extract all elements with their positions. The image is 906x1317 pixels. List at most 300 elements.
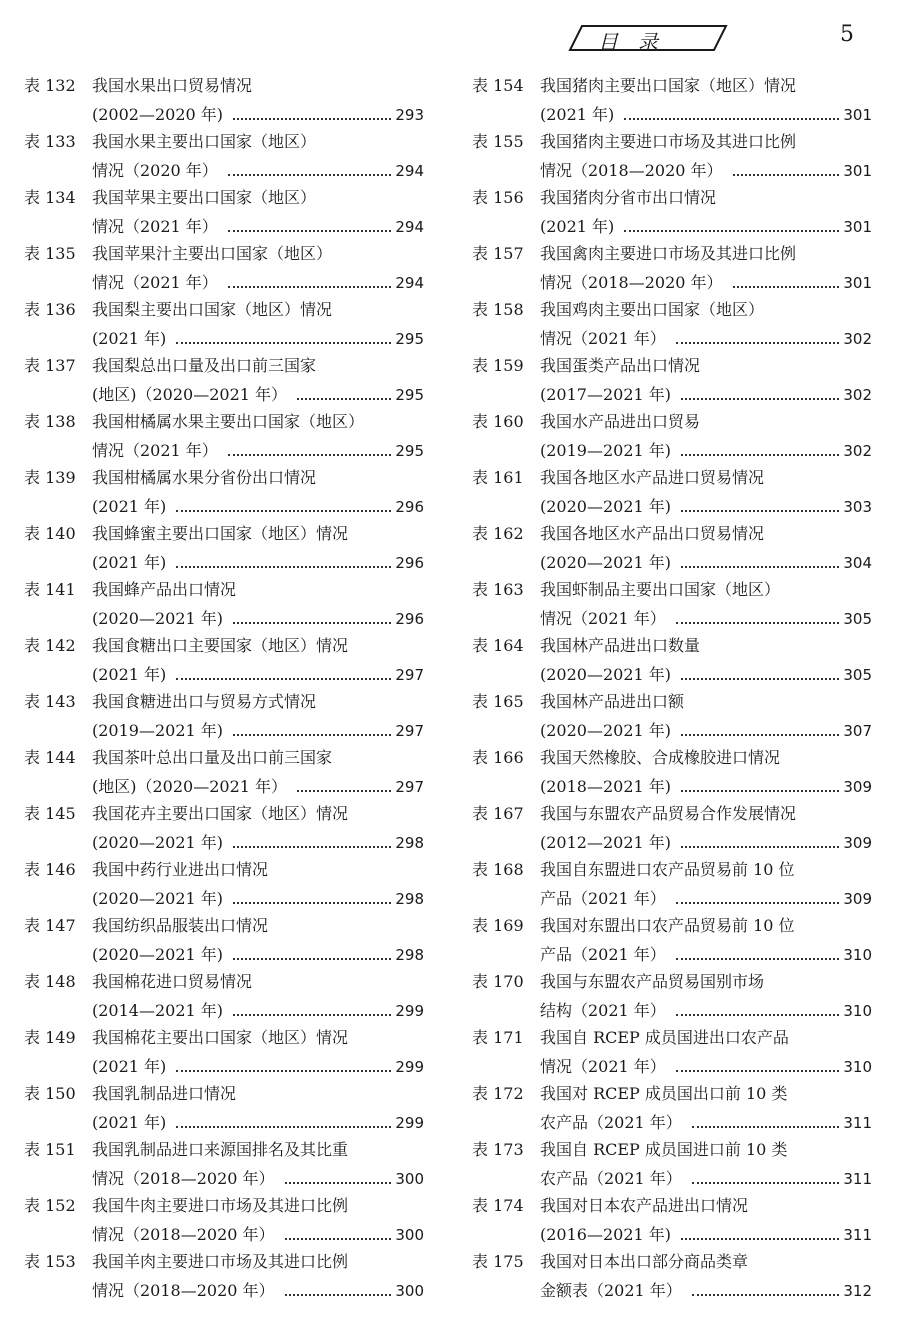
table-number-label: 表 153 <box>24 1252 76 1271</box>
page-reference[interactable]: 296 <box>395 498 424 516</box>
toc-entry[interactable] <box>24 1136 424 1192</box>
dot-leader <box>228 156 392 176</box>
dot-leader <box>733 156 840 176</box>
page-reference[interactable]: 298 <box>395 890 424 908</box>
toc-entry-sub-line <box>540 380 872 408</box>
page-reference[interactable]: 310 <box>843 946 872 964</box>
table-title: 我国花卉主要出口国家（地区）情况 <box>92 804 349 823</box>
toc-entry-sub-line <box>540 1276 872 1304</box>
toc-entry[interactable] <box>24 296 424 352</box>
table-number-label: 表 133 <box>24 132 76 151</box>
page-reference[interactable]: 298 <box>395 946 424 964</box>
toc-entry-title-line <box>24 1248 348 1276</box>
table-number-label: 表 138 <box>24 412 76 431</box>
toc-entry-sub-line <box>540 660 872 688</box>
toc-entry-title-line <box>24 688 316 716</box>
table-number-label: 表 137 <box>24 356 76 375</box>
toc-entry-title-line <box>24 240 332 268</box>
toc-entry[interactable] <box>472 800 872 856</box>
dot-leader <box>681 548 839 568</box>
page-reference[interactable]: 310 <box>843 1058 872 1076</box>
table-number-label: 表 156 <box>472 188 524 207</box>
toc-entry[interactable] <box>472 184 872 240</box>
toc-entry-sub-line <box>540 604 872 632</box>
toc-entry-sub-line <box>92 828 424 856</box>
page-reference[interactable]: 311 <box>843 1170 872 1188</box>
table-subtitle: 情况（2021 年） <box>540 609 666 628</box>
table-number-label: 表 135 <box>24 244 76 263</box>
page-reference[interactable]: 309 <box>843 778 872 796</box>
page-reference[interactable]: 305 <box>843 610 872 628</box>
table-subtitle: (2019—2021 年) <box>540 441 672 460</box>
toc-entry[interactable] <box>472 1024 872 1080</box>
page-reference[interactable]: 295 <box>395 386 424 404</box>
table-number-label: 表 159 <box>472 356 524 375</box>
toc-entry-sub-line <box>540 940 872 968</box>
table-number-label: 表 132 <box>24 76 76 95</box>
dot-leader <box>176 1052 391 1072</box>
dot-leader <box>233 604 391 624</box>
table-title: 我国棉花主要出口国家（地区）情况 <box>92 1028 349 1047</box>
toc-entry-sub-line <box>540 884 872 912</box>
toc-entry-title-line <box>24 856 268 884</box>
table-subtitle: 结构（2021 年） <box>540 1001 666 1020</box>
header-title-box <box>568 24 818 54</box>
page-reference[interactable]: 310 <box>843 1002 872 1020</box>
toc-entry-sub-line <box>92 884 424 912</box>
page-reference[interactable]: 293 <box>395 106 424 124</box>
table-title: 我国柑橘属水果主要出口国家（地区） <box>92 412 365 431</box>
table-title: 我国与东盟农产品贸易国别市场 <box>540 972 765 991</box>
dot-leader <box>676 884 840 904</box>
table-title: 我国对 RCEP 成员国出口前 10 类 <box>540 1084 788 1103</box>
toc-entry[interactable] <box>24 688 424 744</box>
table-number-label: 表 143 <box>24 692 76 711</box>
page-reference[interactable]: 296 <box>395 554 424 572</box>
toc-entry-sub-line <box>540 548 872 576</box>
toc-entry-sub-line <box>540 324 872 352</box>
dot-leader <box>228 212 392 232</box>
toc-entry[interactable] <box>24 72 424 128</box>
toc-entry[interactable] <box>24 464 424 520</box>
page-reference[interactable]: 302 <box>843 330 872 348</box>
toc-entry-sub-line <box>540 772 872 800</box>
toc-entry[interactable] <box>24 520 424 576</box>
toc-entry-title-line <box>472 184 716 212</box>
table-subtitle: 产品（2021 年） <box>540 945 666 964</box>
page-reference[interactable]: 302 <box>843 386 872 404</box>
table-subtitle: (2021 年) <box>540 105 615 124</box>
page-reference[interactable]: 301 <box>843 274 872 292</box>
dot-leader <box>733 268 840 288</box>
page-reference[interactable]: 294 <box>395 218 424 236</box>
table-number-label: 表 165 <box>472 692 524 711</box>
page-reference[interactable]: 295 <box>395 442 424 460</box>
page-reference[interactable]: 311 <box>843 1226 872 1244</box>
table-number-label: 表 142 <box>24 636 76 655</box>
table-subtitle: (2020—2021 年) <box>540 665 672 684</box>
table-number-label: 表 150 <box>24 1084 76 1103</box>
table-title: 我国水果出口贸易情况 <box>92 76 253 95</box>
page-reference[interactable]: 311 <box>843 1114 872 1132</box>
table-subtitle: 情况（2021 年） <box>92 217 218 236</box>
table-number-label: 表 141 <box>24 580 76 599</box>
dot-leader <box>285 1276 392 1296</box>
toc-entry[interactable] <box>24 632 424 688</box>
table-number-label: 表 140 <box>24 524 76 543</box>
toc-entry[interactable] <box>472 128 872 184</box>
toc-left-column <box>24 72 424 1304</box>
table-title: 我国棉花进口贸易情况 <box>92 972 253 991</box>
toc-entry-sub-line <box>92 548 424 576</box>
toc-entry-sub-line <box>92 1220 424 1248</box>
table-subtitle: (2020—2021 年) <box>92 609 224 628</box>
page-reference[interactable]: 300 <box>395 1282 424 1300</box>
table-title: 我国蜂产品出口情况 <box>92 580 237 599</box>
table-number-label: 表 144 <box>24 748 76 767</box>
table-subtitle: (2021 年) <box>92 1113 167 1132</box>
toc-entry-sub-line <box>540 828 872 856</box>
toc-entry-title-line <box>472 856 795 884</box>
table-number-label: 表 163 <box>472 580 524 599</box>
toc-entry-title-line <box>472 128 796 156</box>
toc-entry-title-line <box>472 688 684 716</box>
table-number-label: 表 155 <box>472 132 524 151</box>
table-title: 我国食糖进出口与贸易方式情况 <box>92 692 317 711</box>
toc-entry[interactable] <box>24 352 424 408</box>
table-number-label: 表 157 <box>472 244 524 263</box>
table-subtitle: (2020—2021 年) <box>540 721 672 740</box>
table-title: 我国自 RCEP 成员国进出口农产品 <box>540 1028 789 1047</box>
dot-leader <box>285 1164 392 1184</box>
dot-leader <box>676 604 840 624</box>
toc-entry[interactable] <box>472 688 872 744</box>
toc-entry-title-line <box>472 296 764 324</box>
table-subtitle: (2020—2021 年) <box>92 833 224 852</box>
table-subtitle: (2021 年) <box>540 217 615 236</box>
toc-entry-title-line <box>24 1136 348 1164</box>
toc-entry-title-line <box>472 800 796 828</box>
toc-entry-title-line <box>24 576 236 604</box>
table-title: 我国苹果主要出口国家（地区） <box>92 188 317 207</box>
toc-entry-title-line <box>24 968 252 996</box>
toc-entry[interactable] <box>24 744 424 800</box>
table-subtitle: (地区)（2020—2021 年） <box>92 385 288 404</box>
table-subtitle: (2018—2021 年) <box>540 777 672 796</box>
toc-entry-sub-line <box>540 212 872 240</box>
table-title: 我国自 RCEP 成员国进口前 10 类 <box>540 1140 788 1159</box>
toc-entry-title-line <box>24 352 316 380</box>
toc-entry-sub-line <box>92 324 424 352</box>
dot-leader <box>176 1108 391 1128</box>
dot-leader <box>624 100 839 120</box>
dot-leader <box>233 940 391 960</box>
table-subtitle: (2012—2021 年) <box>540 833 672 852</box>
dot-leader <box>676 996 840 1016</box>
toc-entry-title-line <box>472 1248 748 1276</box>
table-number-label: 表 167 <box>472 804 524 823</box>
page-reference[interactable]: 297 <box>395 666 424 684</box>
toc-entry-sub-line <box>92 1108 424 1136</box>
table-number-label: 表 168 <box>472 860 524 879</box>
dot-leader <box>681 772 839 792</box>
toc-entry-sub-line <box>540 1164 872 1192</box>
table-title: 我国与东盟农产品贸易合作发展情况 <box>540 804 797 823</box>
page-reference[interactable]: 309 <box>843 834 872 852</box>
toc-entry-title-line <box>24 128 316 156</box>
dot-leader <box>233 828 391 848</box>
table-number-label: 表 170 <box>472 972 524 991</box>
toc-entry-sub-line <box>92 716 424 744</box>
page-reference[interactable]: 299 <box>395 1002 424 1020</box>
table-title: 我国蛋类产品出口情况 <box>540 356 701 375</box>
page-reference[interactable]: 301 <box>843 106 872 124</box>
table-number-label: 表 166 <box>472 748 524 767</box>
toc-entry-title-line <box>24 1024 348 1052</box>
table-title: 我国水产品进出口贸易 <box>540 412 701 431</box>
page-reference[interactable]: 294 <box>395 162 424 180</box>
toc-entry-title-line <box>472 240 796 268</box>
toc-entry[interactable] <box>472 856 872 912</box>
page-reference[interactable]: 301 <box>843 162 872 180</box>
table-title: 我国乳制品进口情况 <box>92 1084 237 1103</box>
toc-entry[interactable] <box>24 1080 424 1136</box>
table-subtitle: (2020—2021 年) <box>92 945 224 964</box>
table-subtitle: 情况（2018—2020 年） <box>540 161 723 180</box>
toc-entry-title-line <box>24 1080 236 1108</box>
toc-entry[interactable] <box>472 1080 872 1136</box>
toc-entry-sub-line <box>92 492 424 520</box>
dot-leader <box>676 940 840 960</box>
table-number-label: 表 134 <box>24 188 76 207</box>
toc-entry[interactable] <box>472 1192 872 1248</box>
toc-entry[interactable] <box>472 744 872 800</box>
toc-entry-title-line <box>24 72 252 100</box>
table-title: 我国乳制品进口来源国排名及其比重 <box>92 1140 349 1159</box>
table-title: 我国对东盟出口农产品贸易前 10 位 <box>540 916 795 935</box>
toc-entry[interactable] <box>24 1248 424 1304</box>
toc-entry[interactable] <box>472 632 872 688</box>
page-reference[interactable]: 309 <box>843 890 872 908</box>
toc-entry-title-line <box>472 464 764 492</box>
table-subtitle: (2019—2021 年) <box>92 721 224 740</box>
toc-entry-sub-line <box>92 436 424 464</box>
table-number-label: 表 145 <box>24 804 76 823</box>
table-title: 我国柑橘属水果分省份出口情况 <box>92 468 317 487</box>
dot-leader <box>228 268 392 288</box>
table-subtitle: 情况（2018—2020 年） <box>92 1169 275 1188</box>
dot-leader <box>681 492 839 512</box>
toc-entry[interactable] <box>472 1248 872 1304</box>
dot-leader <box>681 716 839 736</box>
toc-entry[interactable] <box>472 1136 872 1192</box>
toc-entry[interactable] <box>24 1024 424 1080</box>
toc-entry[interactable] <box>24 856 424 912</box>
toc-entry-title-line <box>472 1080 787 1108</box>
page-reference[interactable]: 301 <box>843 218 872 236</box>
toc-entry-title-line <box>24 1192 348 1220</box>
toc-entry-sub-line <box>92 604 424 632</box>
dot-leader <box>681 436 839 456</box>
toc-entry[interactable] <box>472 968 872 1024</box>
table-title: 我国自东盟进口农产品贸易前 10 位 <box>540 860 795 879</box>
table-subtitle: 情况（2021 年） <box>92 273 218 292</box>
toc-entry-title-line <box>24 912 268 940</box>
toc-entry-sub-line <box>92 772 424 800</box>
table-title: 我国林产品进出口额 <box>540 692 685 711</box>
page-header <box>560 18 890 58</box>
toc-entry[interactable] <box>472 464 872 520</box>
toc-entry[interactable] <box>24 1192 424 1248</box>
table-subtitle: (2014—2021 年) <box>92 1001 224 1020</box>
page-reference[interactable]: 300 <box>395 1226 424 1244</box>
toc-entry[interactable] <box>472 72 872 128</box>
table-title: 我国禽肉主要进口市场及其进口比例 <box>540 244 797 263</box>
table-number-label: 表 175 <box>472 1252 524 1271</box>
toc-entry-sub-line <box>540 436 872 464</box>
table-subtitle: 农产品（2021 年） <box>540 1169 682 1188</box>
dot-leader <box>233 100 391 120</box>
page-reference[interactable]: 300 <box>395 1170 424 1188</box>
table-title: 我国天然橡胶、合成橡胶进口情况 <box>540 748 781 767</box>
toc-entry-sub-line <box>92 996 424 1024</box>
toc-entry-title-line <box>24 464 316 492</box>
page-reference[interactable]: 299 <box>395 1058 424 1076</box>
table-subtitle: 金额表（2021 年） <box>540 1281 682 1300</box>
page-reference[interactable]: 294 <box>395 274 424 292</box>
toc-entry-sub-line <box>92 660 424 688</box>
table-number-label: 表 136 <box>24 300 76 319</box>
toc-entry-title-line <box>472 912 795 940</box>
table-title: 我国鸡肉主要出口国家（地区） <box>540 300 765 319</box>
table-number-label: 表 164 <box>472 636 524 655</box>
dot-leader <box>692 1164 840 1184</box>
toc-entry-title-line <box>472 1136 787 1164</box>
toc-entry-sub-line <box>92 1052 424 1080</box>
page-reference[interactable]: 303 <box>843 498 872 516</box>
toc-right-column <box>472 72 872 1304</box>
table-title: 我国梨总出口量及出口前三国家 <box>92 356 317 375</box>
table-number-label: 表 174 <box>472 1196 524 1215</box>
table-subtitle: 产品（2021 年） <box>540 889 666 908</box>
toc-entry-sub-line <box>540 996 872 1024</box>
table-title: 我国中药行业进出口情况 <box>92 860 269 879</box>
table-subtitle: 农产品（2021 年） <box>540 1113 682 1132</box>
table-title: 我国苹果汁主要出口国家（地区） <box>92 244 333 263</box>
toc-entry-sub-line <box>540 100 872 128</box>
toc-entry-title-line <box>472 520 764 548</box>
toc-entry[interactable] <box>24 408 424 464</box>
page-reference[interactable]: 297 <box>395 778 424 796</box>
table-title: 我国猪肉主要进口市场及其进口比例 <box>540 132 797 151</box>
table-subtitle: (2021 年) <box>92 553 167 572</box>
table-subtitle: 情况（2018—2020 年） <box>92 1225 275 1244</box>
table-title: 我国对日本出口部分商品类章 <box>540 1252 749 1271</box>
page-reference[interactable]: 302 <box>843 442 872 460</box>
toc-entry[interactable] <box>472 912 872 968</box>
toc-entry[interactable] <box>472 520 872 576</box>
table-title: 我国猪肉主要出口国家（地区）情况 <box>540 76 797 95</box>
table-number-label: 表 173 <box>472 1140 524 1159</box>
toc-entry-sub-line <box>92 100 424 128</box>
table-subtitle: (2021 年) <box>92 665 167 684</box>
table-subtitle: 情况（2021 年） <box>92 441 218 460</box>
table-title: 我国对日本农产品进出口情况 <box>540 1196 749 1215</box>
page-reference[interactable]: 295 <box>395 330 424 348</box>
toc-entry[interactable] <box>24 240 424 296</box>
page-reference[interactable]: 307 <box>843 722 872 740</box>
dot-leader <box>692 1276 840 1296</box>
toc-entry[interactable] <box>24 576 424 632</box>
dot-leader <box>176 492 391 512</box>
table-title: 我国蜂蜜主要出口国家（地区）情况 <box>92 524 349 543</box>
toc-entry[interactable] <box>24 912 424 968</box>
table-number-label: 表 139 <box>24 468 76 487</box>
toc-entry[interactable] <box>472 408 872 464</box>
table-number-label: 表 152 <box>24 1196 76 1215</box>
table-title: 我国林产品进出口数量 <box>540 636 701 655</box>
dot-leader <box>681 828 839 848</box>
toc-entry-sub-line <box>92 212 424 240</box>
table-number-label: 表 147 <box>24 916 76 935</box>
toc-entry[interactable] <box>472 240 872 296</box>
toc-entry[interactable] <box>472 296 872 352</box>
toc-entry-title-line <box>24 184 316 212</box>
table-title: 我国水果主要出口国家（地区） <box>92 132 317 151</box>
page-reference[interactable]: 299 <box>395 1114 424 1132</box>
dot-leader <box>285 1220 392 1240</box>
toc-entry-title-line <box>472 1192 748 1220</box>
table-number-label: 表 169 <box>472 916 524 935</box>
page-reference[interactable]: 305 <box>843 666 872 684</box>
toc-entry-title-line <box>24 520 348 548</box>
toc-entry-sub-line <box>540 1052 872 1080</box>
toc-entry[interactable] <box>472 576 872 632</box>
page-reference[interactable]: 304 <box>843 554 872 572</box>
table-subtitle: (2002—2020 年) <box>92 105 224 124</box>
toc-entry[interactable] <box>24 184 424 240</box>
table-number-label: 表 161 <box>472 468 524 487</box>
dot-leader <box>176 324 391 344</box>
toc-entry-title-line <box>472 632 700 660</box>
toc-entry-sub-line <box>540 1108 872 1136</box>
toc-entry-title-line <box>472 968 764 996</box>
toc-entry-sub-line <box>540 492 872 520</box>
table-subtitle: 情况（2020 年） <box>92 161 218 180</box>
page-reference[interactable]: 296 <box>395 610 424 628</box>
header-title: 目录 <box>598 30 678 54</box>
toc-entry[interactable] <box>24 800 424 856</box>
page-reference[interactable]: 312 <box>843 1282 872 1300</box>
table-number-label: 表 172 <box>472 1084 524 1103</box>
dot-leader <box>176 660 391 680</box>
page-reference[interactable]: 298 <box>395 834 424 852</box>
toc-entry-title-line <box>472 72 796 100</box>
table-number-label: 表 149 <box>24 1028 76 1047</box>
table-title: 我国猪肉分省市出口情况 <box>540 188 717 207</box>
toc-entry-title-line <box>24 744 332 772</box>
toc-entry[interactable] <box>24 968 424 1024</box>
dot-leader <box>297 772 391 792</box>
page-reference[interactable]: 297 <box>395 722 424 740</box>
table-subtitle: (2021 年) <box>92 329 167 348</box>
table-number-label: 表 158 <box>472 300 524 319</box>
dot-leader <box>176 548 391 568</box>
toc-entry[interactable] <box>24 128 424 184</box>
toc-entry[interactable] <box>472 352 872 408</box>
table-number-label: 表 146 <box>24 860 76 879</box>
dot-leader <box>233 884 391 904</box>
